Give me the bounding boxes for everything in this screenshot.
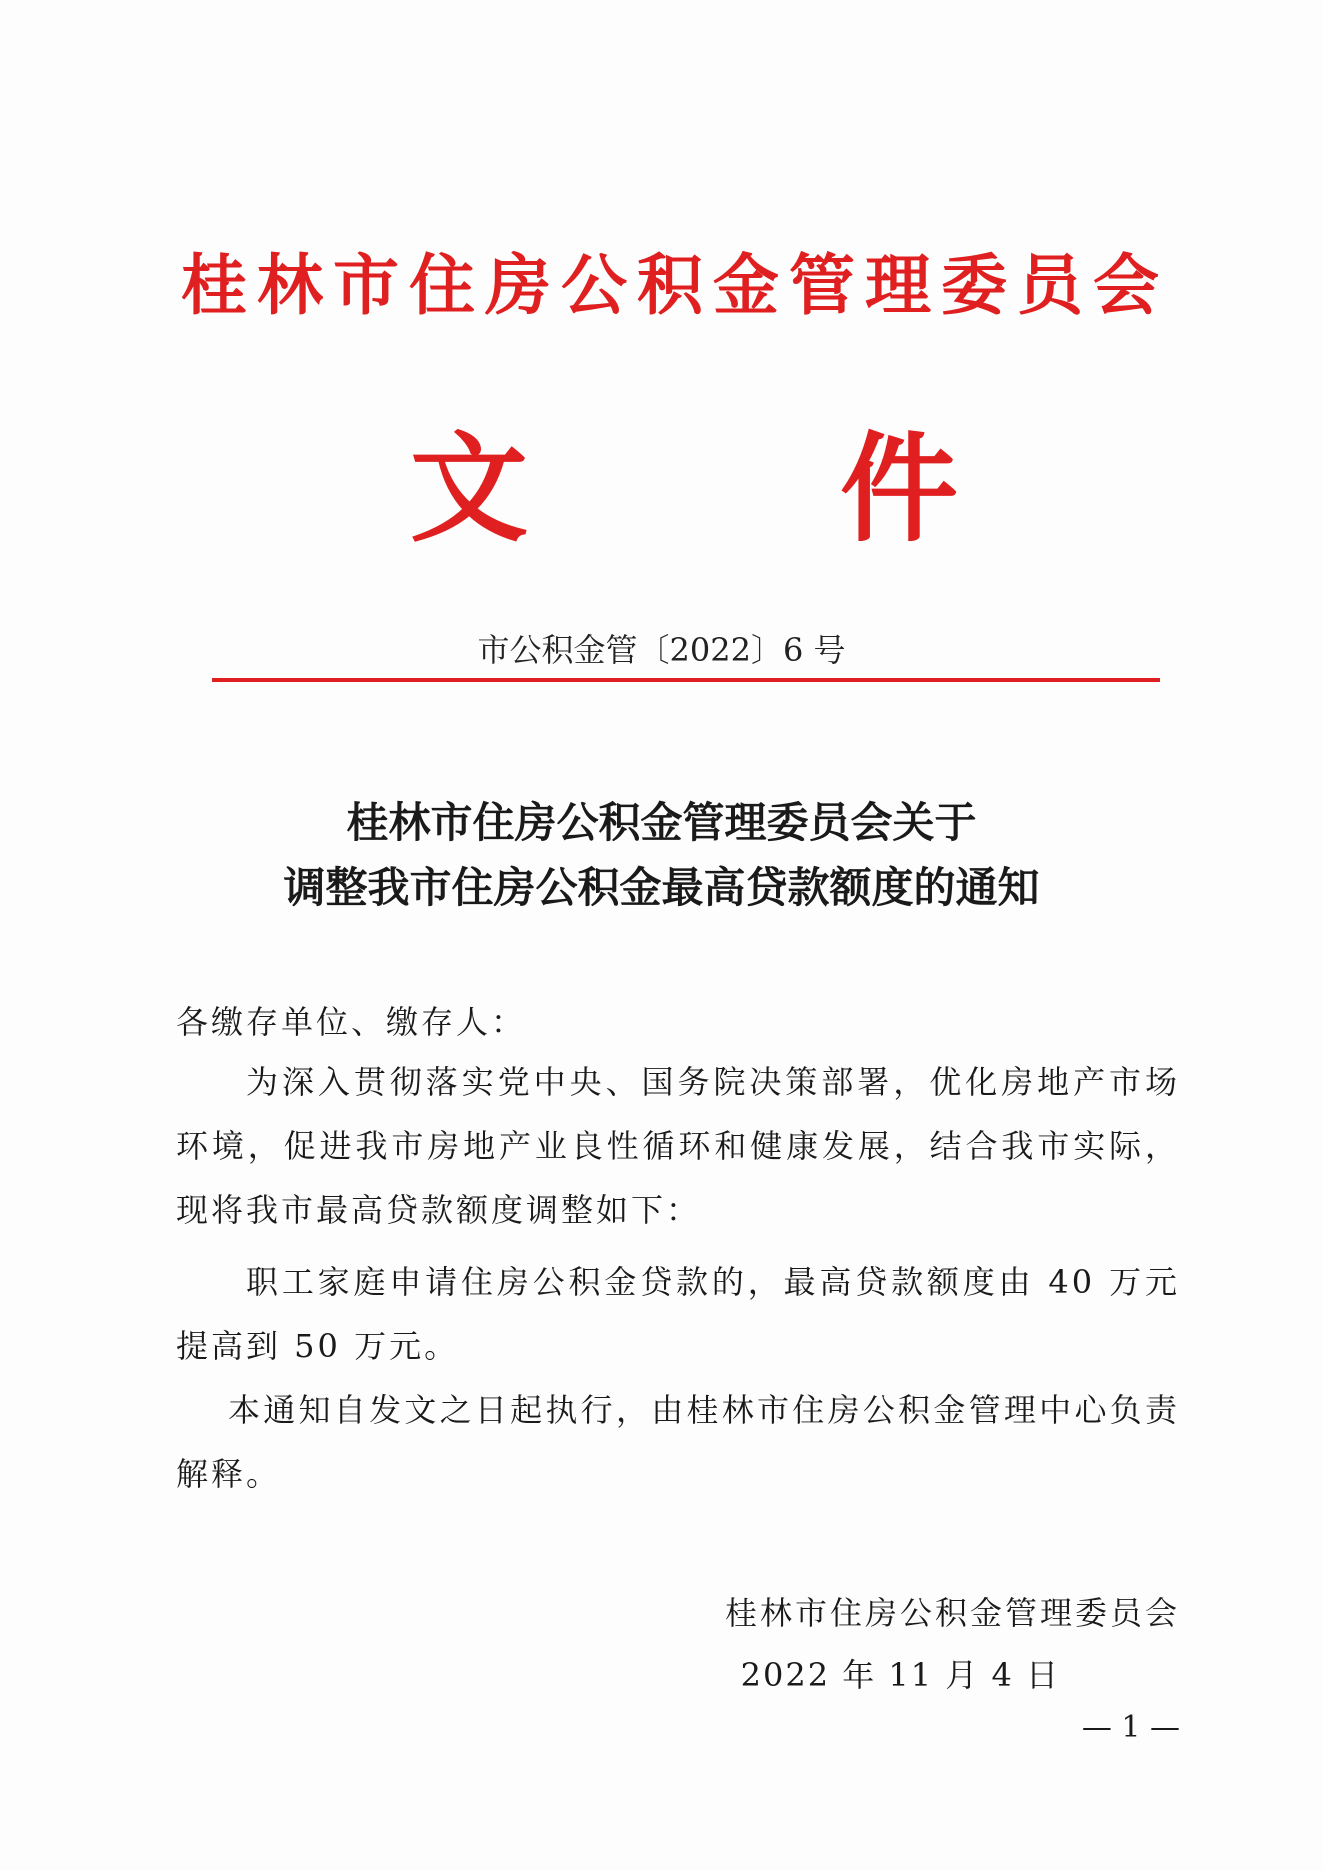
notice-title-line-2: 调整我市住房公积金最高贷款额度的通知 (283, 863, 1040, 912)
red-divider-line (212, 678, 1160, 682)
signature-date: 2022 年 11 月 4 日 (740, 1656, 1060, 1694)
document-number: 市公积金管〔2022〕6 号 (477, 631, 846, 669)
document-label-char-2: 件 (840, 419, 959, 558)
paragraph-3: 本通知自发文之日起执行，由桂林市住房公积金管理中心负责解释。 (176, 1391, 1180, 1493)
issuing-organization-title: 桂林市住房公积金管理委员会 (181, 246, 1169, 324)
salutation: 各缴存单位、缴存人： (176, 1003, 527, 1041)
paragraph-1: 为深入贯彻落实党中央、国务院决策部署，优化房地产市场环境，促进我市房地产业良性循环和健康发展，结合我市实际，现将我市最高贷款额度调整如下： (176, 1063, 1180, 1229)
paragraph-2: 职工家庭申请住房公积金贷款的，最高贷款额度由 40 万元提高到 50 万元。 (176, 1263, 1180, 1365)
notice-title-line-1: 桂林市住房公积金管理委员会关于 (346, 798, 977, 847)
page-number: — 1 — (1081, 1710, 1180, 1745)
document-label-char-1: 文 (410, 419, 529, 558)
signature-organization: 桂林市住房公积金管理委员会 (724, 1594, 1180, 1632)
